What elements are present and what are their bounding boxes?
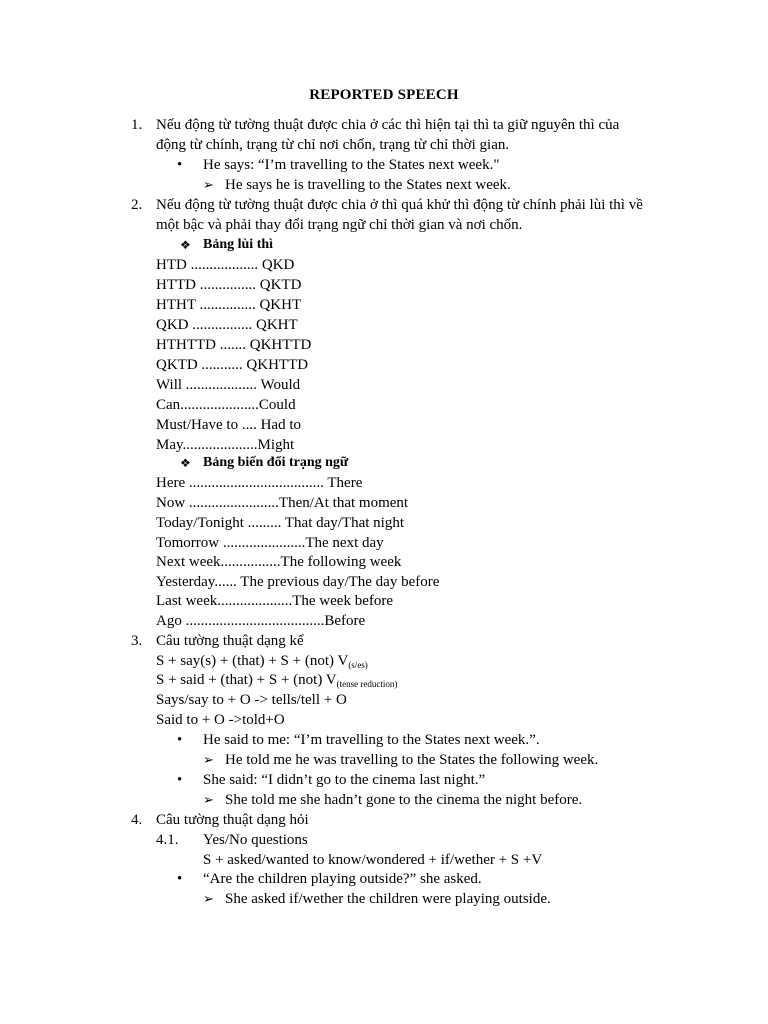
diamond-icon: ❖ [180, 456, 191, 470]
formula-past-main: S + said + (that) + S + (not) V [156, 672, 337, 688]
tense-row: Will ................... Would [156, 377, 301, 393]
section-2-number: 2. [131, 197, 143, 213]
tense-row: HTTD ............... QKTD [156, 277, 302, 293]
adverb-row: Ago .....................................Before [156, 613, 366, 629]
tense-row: HTHT ............... QKHT [156, 297, 302, 313]
section-1-text-line-2: động từ chính, trạng từ chỉ nơi chốn, trạng từ chỉ thời gian. [156, 137, 510, 153]
formula-past-subscript: (tense reduction) [336, 679, 398, 689]
formula-present [156, 651, 368, 671]
tense-row: HTD .................. QKD [156, 257, 295, 273]
section-3-example-2: She said: “I didn’t go to the cinema last night.” [203, 772, 486, 788]
arrow-icon: ➢ [203, 891, 214, 906]
section-3-heading: Câu tường thuật dạng kể [156, 633, 304, 649]
diamond-icon: ❖ [180, 238, 191, 252]
tense-row: HTHTTD ....... QKHTTD [156, 337, 312, 353]
bullet-icon: • [177, 157, 183, 173]
formula-past [156, 670, 397, 690]
section-4-number: 4. [131, 812, 143, 828]
tense-table-heading: Bảng lùi thì [203, 237, 274, 252]
section-1-number: 1. [131, 117, 143, 133]
bullet-icon: • [177, 732, 183, 748]
rule-said-to: Said to + O ->told+O [156, 712, 285, 728]
section-4-formula: S + asked/wanted to know/wondered + if/wether + S +V [203, 852, 543, 868]
section-2-text-line-2: một bậc và phải thay đổi trạng ngữ chỉ thời gian và nơi chốn. [156, 217, 523, 233]
section-3-result-1: He told me he was travelling to the States the following week. [225, 752, 599, 768]
adverb-row: Here .................................... There [156, 475, 363, 491]
section-3-example-1: He said to me: “I’m travelling to the States next week.”. [203, 732, 540, 748]
section-4-heading: Câu tường thuật dạng hỏi [156, 812, 309, 828]
subsection-4-1-number: 4.1. [156, 832, 179, 848]
subsection-4-1-heading: Yes/No questions [203, 832, 308, 848]
section-4-result: She asked if/wether the children were playing outside. [225, 891, 551, 907]
tense-row: Can.....................Could [156, 397, 296, 413]
bullet-icon: • [177, 871, 183, 887]
page-title: REPORTED SPEECH [309, 87, 459, 103]
adverb-row: Tomorrow ......................The next day [156, 535, 384, 551]
adverb-row: Today/Tonight ......... That day/That night [156, 515, 405, 531]
arrow-icon: ➢ [203, 177, 214, 192]
section-2-text-line-1: Nếu động từ tường thuật được chia ở thì quá khử thì động từ chính phải lùi thì về [156, 197, 643, 213]
adverb-row: Yesterday...... The previous day/The day before [156, 574, 440, 590]
arrow-icon: ➢ [203, 792, 214, 807]
section-3-number: 3. [131, 633, 143, 649]
tense-row: QKTD ........... QKHTTD [156, 357, 309, 373]
formula-present-subscript: (s/es) [348, 660, 368, 670]
adverb-row: Next week................The following week [156, 554, 402, 570]
tense-row: QKD ................ QKHT [156, 317, 298, 333]
arrow-icon: ➢ [203, 752, 214, 767]
rule-says-to: Says/say to + O -> tells/tell + O [156, 692, 347, 708]
section-1-example: He says: “I’m travelling to the States next week." [203, 157, 500, 173]
section-1-text-line-1: Nếu động từ tường thuật được chia ở các thì hiện tại thì ta giữ nguyên thì của [156, 117, 620, 133]
formula-present-main: S + say(s) + (that) + S + (not) V [156, 653, 349, 669]
section-4-example: “Are the children playing outside?” she asked. [203, 871, 482, 887]
adverb-row: Last week....................The week before [156, 593, 393, 609]
tense-row: Must/Have to .... Had to [156, 417, 301, 433]
tense-row: May....................Might [156, 437, 295, 453]
section-1-result: He says he is travelling to the States next week. [225, 177, 511, 193]
section-3-result-2: She told me she hadn’t gone to the cinema the night before. [225, 792, 583, 808]
adverb-table-heading: Bảng biến đổi trạng ngữ [203, 455, 349, 470]
adverb-row: Now ........................Then/At that moment [156, 495, 409, 511]
bullet-icon: • [177, 772, 183, 788]
